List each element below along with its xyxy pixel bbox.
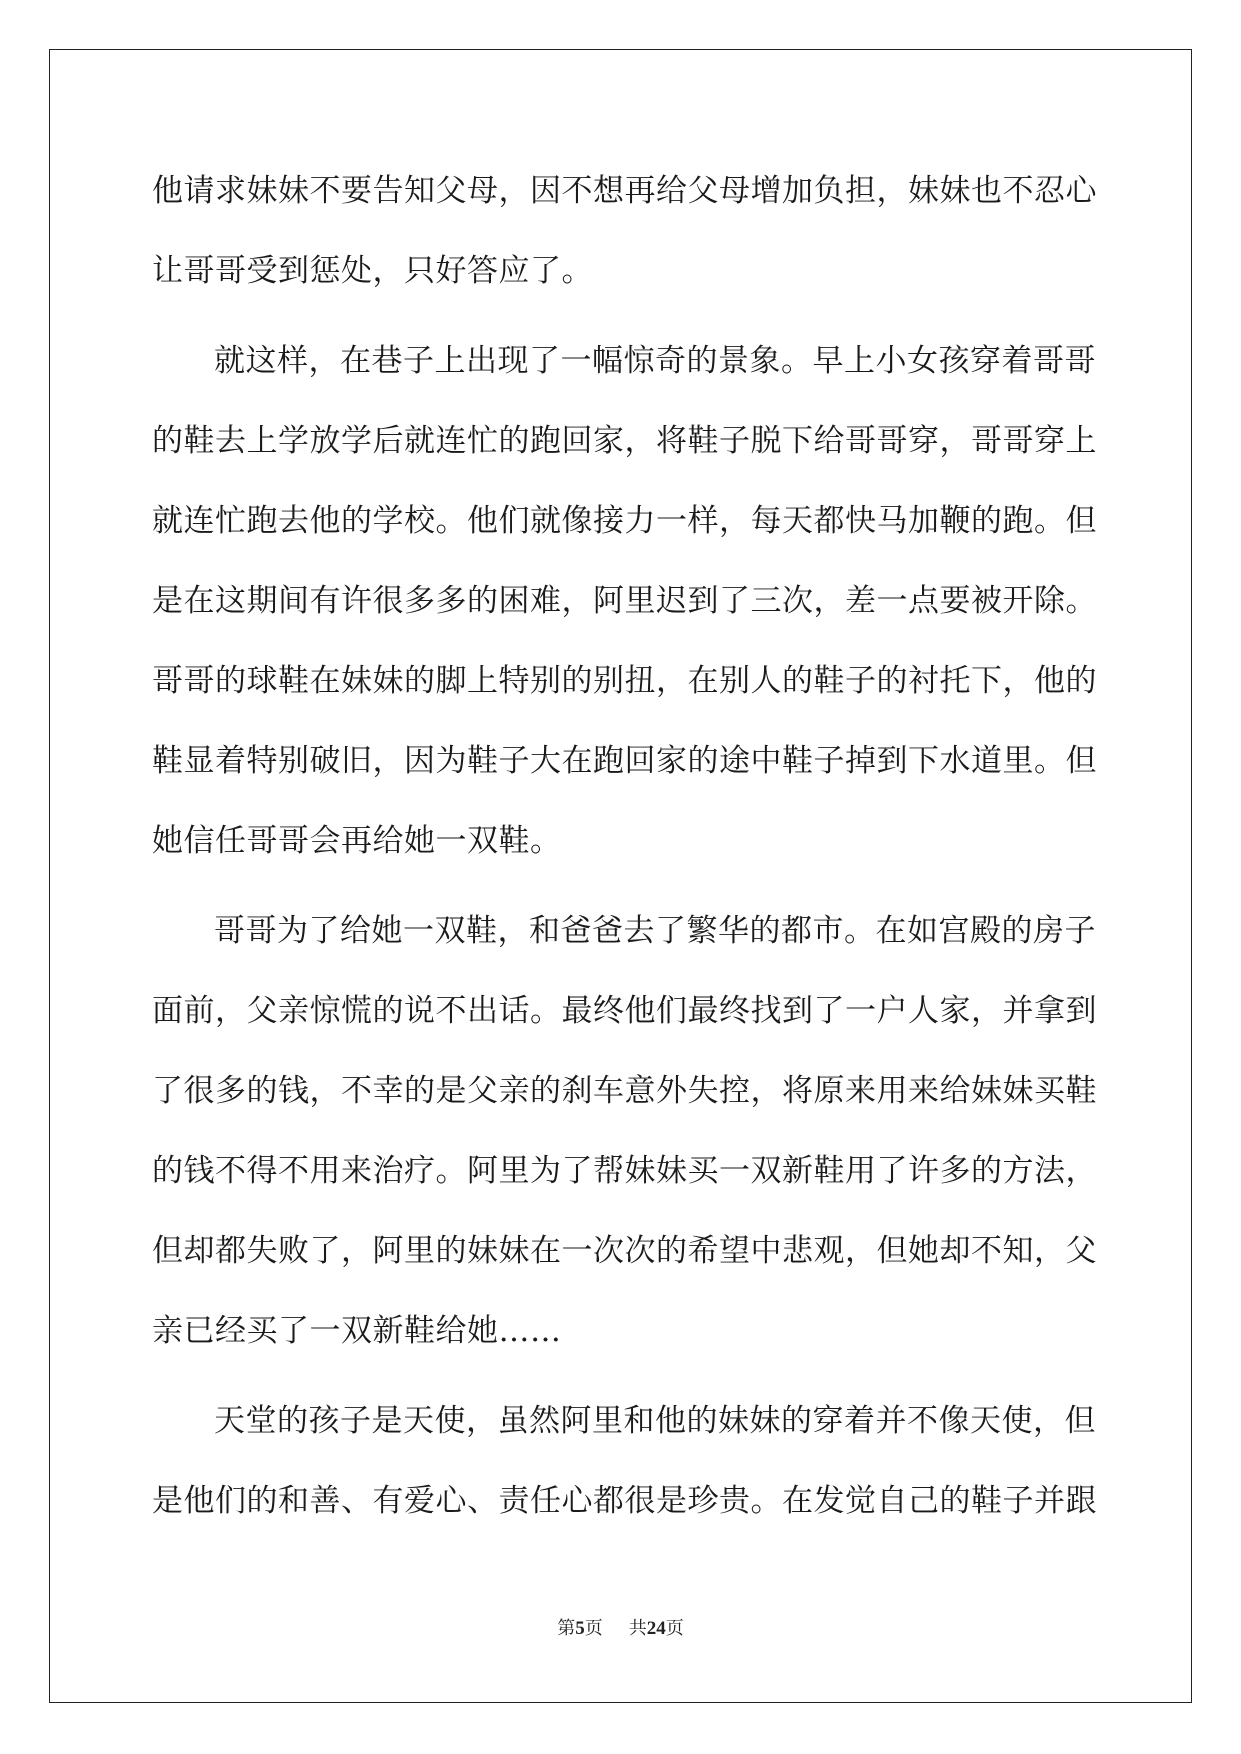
- text-line: [152, 902, 1096, 982]
- text-line: [152, 1392, 1096, 1472]
- line-text: 就 这 样 ， 在 巷 子 上 出 现 了 一 幅 惊 奇 的 景 象 。 早 上 小 女 孩 穿 着 哥 哥: [214, 343, 1096, 379]
- text-line: [152, 242, 1092, 332]
- line-text: 哥 哥 为 了 给 她 一 双 鞋 ， 和 爸 爸 去 了 繁 华 的 都 市 。 在 如 宫 殿 的 房 子: [214, 913, 1096, 949]
- line-text: 天 堂 的 孩 子 是 天 使 ， 虽 然 阿 里 和 他 的 妹 妹 的 穿 着 并 不 像 天 使 ， 但: [214, 1403, 1096, 1439]
- text-line: [152, 332, 1096, 412]
- line-text: 他 请 求 妹 妹 不 要 告 知 父 母 ， 因 不 想 再 给 父 母 增 加 负 担 ， 妹 妹 也 不 忍 心: [152, 173, 1097, 209]
- line-text: 了 很 多 的 钱 ， 不 幸 的 是 父 亲 的 刹 车 意 外 失 控 ， 将 原 来 用 来 给 妹 妹 买 鞋: [152, 1073, 1097, 1109]
- line-text: 但 却 都 失 败 了 ， 阿 里 的 妹 妹 在 一 次 次 的 希 望 中 悲 观 ， 但 她 却 不 知 ， 父: [152, 1233, 1097, 1269]
- text-line: [152, 162, 1097, 242]
- text-line: [152, 572, 1097, 652]
- line-text: 就 连 忙 跑 去 他 的 学 校 。 他 们 就 像 接 力 一 样 ， 每 天 都 快 马 加 鞭 的 跑 。 但: [152, 503, 1097, 539]
- text-line: [152, 1222, 1097, 1302]
- text-line: [152, 652, 1097, 732]
- total-suffix: 页: [665, 1618, 684, 1639]
- line-text: 哥 哥 的 球 鞋 在 妹 妹 的 脚 上 特 别 的 别 扭 ， 在 别 人 的 鞋 子 的 衬 托 下 ， 他 的: [152, 663, 1097, 699]
- text-line: [152, 1472, 1097, 1552]
- total-prefix: 共: [628, 1618, 647, 1639]
- page-total: 24: [646, 1618, 666, 1639]
- text-line: [152, 982, 1097, 1062]
- text-line: [152, 732, 1097, 812]
- text-line: [152, 1062, 1097, 1142]
- text-line: [152, 1302, 1092, 1392]
- document-body: [152, 162, 1097, 1552]
- text-line: [152, 1142, 1097, 1222]
- page-suffix: 页: [584, 1618, 603, 1639]
- line-text: 的 钱 不 得 不 用 来 治 疗 。 阿 里 为 了 帮 妹 妹 买 一 双 新 鞋 用 了 许 多 的 方 法 ，: [152, 1153, 1097, 1189]
- page-footer: [0, 1614, 1241, 1640]
- text-line: [152, 412, 1097, 492]
- line-text: 是 在 这 期 间 有 许 很 多 多 的 困 难 ， 阿 里 迟 到 了 三 次 ， 差 一 点 要 被 开 除 。: [152, 583, 1097, 619]
- line-text: 鞋 显 着 特 别 破 旧 ， 因 为 鞋 子 大 在 跑 回 家 的 途 中 鞋 子 掉 到 下 水 道 里 。 但: [152, 743, 1097, 779]
- line-text: 面 前 ， 父 亲 惊 慌 的 说 不 出 话 。 最 终 他 们 最 终 找 到 了 一 户 人 家 ， 并 拿 到: [152, 993, 1097, 1029]
- line-text: 是 他 们 的 和 善 、 有 爱 心 、 责 任 心 都 很 是 珍 贵 。 在 发 觉 自 己 的 鞋 子 并 跟: [152, 1483, 1097, 1519]
- page-current: 5: [575, 1618, 585, 1639]
- line-text: 让哥哥受到惩处，只好答应了。: [152, 253, 593, 289]
- line-text: 亲已经买了一双新鞋给她……: [152, 1313, 562, 1349]
- page-prefix: 第: [557, 1618, 576, 1639]
- line-text: 的 鞋 去 上 学 放 学 后 就 连 忙 的 跑 回 家 ， 将 鞋 子 脱 下 给 哥 哥 穿 ， 哥 哥 穿 上: [152, 423, 1097, 459]
- text-line: [152, 492, 1097, 572]
- text-line: [152, 812, 1092, 902]
- line-text: 她信任哥哥会再给她一双鞋。: [152, 823, 562, 859]
